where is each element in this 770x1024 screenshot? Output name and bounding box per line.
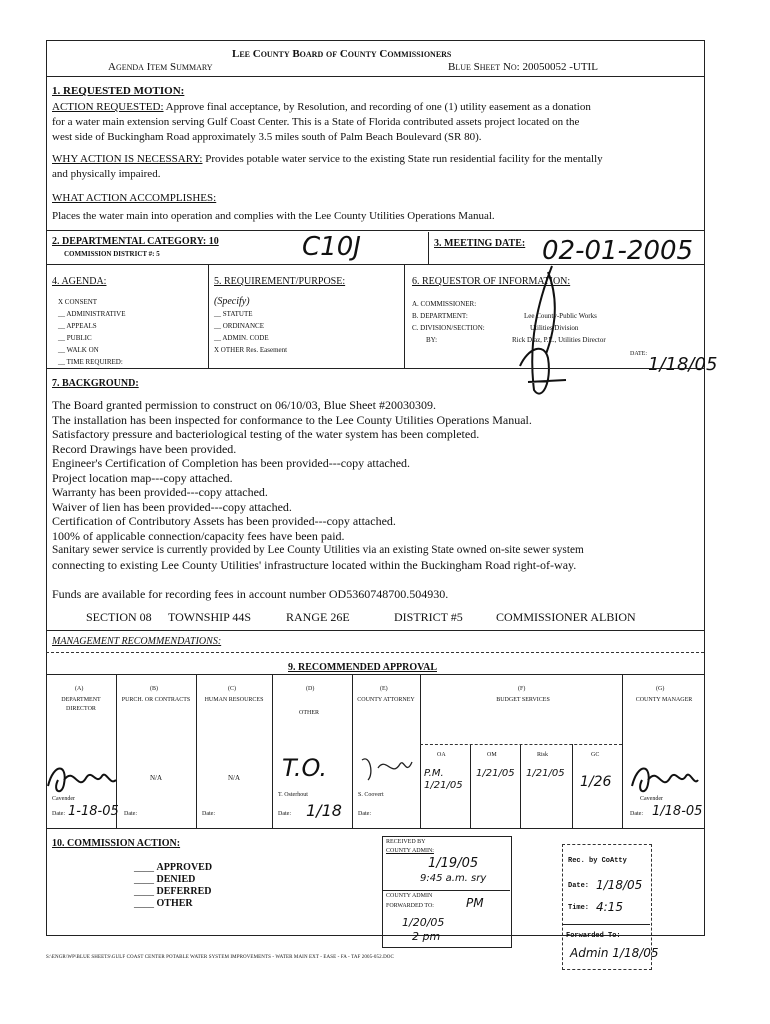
agenda-item: __ APPEALS [58,322,97,330]
action-requested-line-1 [52,101,591,113]
divider [562,924,650,925]
admin-forwarded-date: 1/20/05 [402,916,445,929]
divider [420,674,421,828]
option-denied-label: DENIED [156,874,196,885]
division-label: C. DIVISION/SECTION: [412,324,485,332]
sig-d-name: T. Osterhout [278,792,308,798]
na-purchasing: N/A [150,774,163,782]
col-letter: (G) [656,686,665,692]
col-letter: (E) [380,686,388,692]
col-letter: (D) [306,686,315,692]
agenda-item: __ TIME REQUIRED: [58,358,123,366]
option-approved: ____ APPROVED [134,862,213,873]
requirement-item: X OTHER Res. Easement [214,346,288,354]
received-time: 9:45 a.m. sry [420,873,487,884]
col-name-dept-director: DEPARTMENT DIRECTOR [61,697,101,712]
commission-action-title: 10. COMMISSION ACTION: [52,838,181,849]
why-line-1 [52,153,603,165]
date-label: DATE: [630,351,647,357]
sig-e-date-label: Date: [358,811,371,817]
agenda-item: __ PUBLIC [58,334,92,342]
why-label: WHY ACTION IS NECESSARY: [52,153,203,165]
funds-text: Funds are available for recording fees in account number OD5360748700.504930. [52,587,449,601]
col-letter: (B) [150,686,158,692]
divider [382,890,510,891]
col-letter: (A) [75,686,84,692]
divider [46,368,704,369]
form-title: Agenda Item Summary [108,61,213,73]
what-label: WHAT ACTION ACCOMPLISHES: [52,192,217,204]
divider [46,652,704,653]
budget-sub-oa: OA [437,752,446,758]
divider [404,264,405,368]
background-line: Waiver of lien has been provided---copy attached. [52,499,292,514]
col-name-budget: BUDGET SERVICES [496,697,550,703]
budget-sub-risk: Risk [537,752,549,758]
admin-forwarded-value: PM [466,896,484,910]
stamp-rec-by: Rec. by CoAtty [568,857,627,865]
budget-mark-oa: P.M. 1/21/05 [424,768,463,791]
action-text-1: Approve final acceptance, by Resolution, and recording of one (1) utility easement as a donation [163,101,591,113]
received-by-label: RECEIVED BY [386,839,426,845]
divider [352,674,353,828]
by-label: BY: [426,336,438,344]
requestor-signature [508,262,578,412]
option-other: ____ OTHER [134,898,193,909]
sig-a-date: 1-18-05 [68,804,119,819]
requirement-item: __ ADMIN. CODE [214,334,269,342]
budget-mark-risk: 1/21/05 [526,768,565,779]
requirement-item: __ ORDINANCE [214,322,264,330]
blue-sheet-number: Blue Sheet No: 20050052 -UTIL [448,61,598,73]
section-number: SECTION 08 [86,610,152,624]
stamp-date-label: Date: [568,882,590,890]
budget-mark-om: 1/21/05 [476,768,515,779]
divider [208,264,209,368]
col-name-county-attorney: COUNTY ATTORNEY [357,697,415,703]
background-line: Satisfactory pressure and bacteriological testing of the water system has been completed. [52,427,480,441]
option-other-label: OTHER [156,898,193,909]
col-name-purchasing: PURCH. OR CONTRACTS [121,697,191,703]
divider [46,76,704,77]
agenda-item: __ WALK ON [58,346,99,354]
commission-district: COMMISSION DISTRICT #: 5 [64,250,160,258]
by-value: Rick Diaz, P.E., Utilities Director [512,336,606,344]
budget-sub-gc: GC [591,752,600,758]
specify-label: (Specify) [214,296,250,307]
meeting-date-handwritten: 02-01-2005 [542,236,694,266]
background-line: Warranty has been provided---copy attached. [52,485,268,499]
divider [46,264,704,265]
why-text-1: Provides potable water service to the existing State run residential facility for the mentally [202,153,603,165]
divider [46,230,704,231]
handwritten-code: C10J [302,232,361,262]
why-text-2: and physically impaired. [52,168,161,180]
na-human-resources: N/A [228,774,241,782]
sig-b-date-label: Date: [124,811,137,817]
col-letter: (F) [518,686,526,692]
requestor-title: 6. REQUESTOR OF INFORMATION: [412,276,571,287]
admin-forwarded-label-1: COUNTY ADMIN [386,893,433,899]
commissioner-label: A. COMMISSIONER: [412,300,477,308]
township: TOWNSHIP 44S [168,610,252,624]
stamp-forwarded-label: Forwarded To: [566,932,621,940]
sig-g-date-label: Date: [630,811,643,817]
meeting-date-label: 3. MEETING DATE: [434,238,526,249]
management-title: MANAGEMENT RECOMMENDATIONS: [52,636,222,647]
background-line: Record Drawings have been provided. [52,441,237,456]
stamp-time-label: Time: [568,904,590,912]
commissioner: COMMISSIONER ALBION [496,610,636,624]
divider [272,674,273,828]
sig-e-name: S. Coovert [358,792,384,798]
approval-title: 9. RECOMMENDED APPROVAL [288,662,437,673]
option-deferred: ____ DEFERRED [134,886,212,897]
requirement-item: __ STATUTE [214,310,253,318]
footer-file-path: S:\ENGR\WP\BLUE SHEETS\GULF COAST CENTER POTABLE WATER SYSTEM IMPROVEMENTS - WATER MAIN EXT - EASE - FA - TAF 2005-052.DOC [46,955,394,960]
divider [470,744,471,828]
background-line: The installation has been inspected for conformance to the Lee County Utilities Operations Manual. [52,412,532,427]
background-line: 100% of applicable connection/capacity fees have been paid. [52,528,345,543]
col-name-other: OTHER [299,710,319,716]
divider [46,674,704,675]
stamp-date-value: 1/18/05 [596,878,643,892]
divider [46,828,704,829]
sig-a-date-label: Date: [52,811,65,817]
sig-d-date: 1/18 [306,801,342,820]
background-line: The Board granted permission to construct on 06/10/03, Blue Sheet #20030309. [52,398,436,412]
sig-g-name: Cavender [640,796,663,802]
requestor-date-handwritten: 1/18/05 [648,354,718,375]
background-line: Project location map---copy attached. [52,470,233,485]
budget-mark-gc: 1/26 [580,774,612,790]
col-name-county-manager: COUNTY MANAGER [635,697,693,703]
org-title: Lee County Board of County Commissioners [232,48,452,60]
agenda-item: X CONSENT [58,298,98,306]
range: RANGE 26E [286,610,350,624]
sig-a-name: Cavender [52,796,75,802]
background-line: connecting to existing Lee County Utilities' infrastructure located within the Buckingham Road right-of-way. [52,557,577,572]
county-admin-label: COUNTY ADMIN: [386,848,434,854]
stamp-forwarded-value: Admin 1/18/05 [570,946,659,960]
department-label: B. DEPARTMENT: [412,312,468,320]
background-text [52,398,702,572]
departmental-category: 2. DEPARTMENTAL CATEGORY: 10 [52,236,219,247]
divider [196,674,197,828]
sig-d-handwritten: T.O. [282,754,327,782]
department-value: Lee County-Public Works [524,312,597,320]
agenda-item: __ ADMINISTRATIVE [58,310,126,318]
admin-forwarded-time: 2 pm [412,930,441,943]
divider [622,674,623,828]
option-approved-label: APPROVED [156,862,213,873]
background-line: Engineer's Certification of Completion has been provided---copy attached. [52,456,411,470]
division-value: Utilities Division [530,324,579,332]
divider [420,744,622,745]
county-attorney-signature [356,750,418,790]
sig-c-date-label: Date: [202,811,215,817]
col-name-human-resources: HUMAN RESOURCES [204,697,264,703]
divider [520,744,521,828]
background-line: Sanitary sewer service is currently provided by Lee County Utilities via an existing State owned on-site sewer system [52,544,584,556]
divider [572,744,573,828]
district: DISTRICT #5 [394,610,463,624]
what-text: Places the water main into operation and complies with the Lee County Utilities Operations Manual. [52,210,495,222]
county-manager-signature [628,756,702,800]
budget-sub-om: OM [487,752,497,758]
stamp-time-value: 4:15 [596,900,623,914]
agenda-title: 4. AGENDA: [52,276,107,287]
action-text-2: for a water main extension serving Gulf Coast Center. This is a State of Florida contributed assets project located on the [52,116,580,128]
action-text-3: west side of Buckingham Road approximately 3.5 miles south of Palm Beach Boulevard (SR 80). [52,131,482,143]
divider [46,630,704,631]
received-date: 1/19/05 [428,856,479,871]
requirement-title: 5. REQUIREMENT/PURPOSE: [214,276,346,287]
s1-title: 1. REQUESTED MOTION: [52,85,185,97]
sig-g-date: 1/18-05 [652,804,703,819]
divider [428,232,429,264]
option-denied: ____ DENIED [134,874,196,885]
admin-forwarded-label-2: FORWARDED TO: [386,903,434,909]
sig-d-date-label: Date: [278,811,291,817]
background-title: 7. BACKGROUND: [52,378,139,389]
background-line: Certification of Contributory Assets has been provided---copy attached. [52,514,396,528]
col-letter: (C) [228,686,236,692]
option-deferred-label: DEFERRED [156,886,212,897]
action-requested-label: ACTION REQUESTED: [52,101,164,113]
